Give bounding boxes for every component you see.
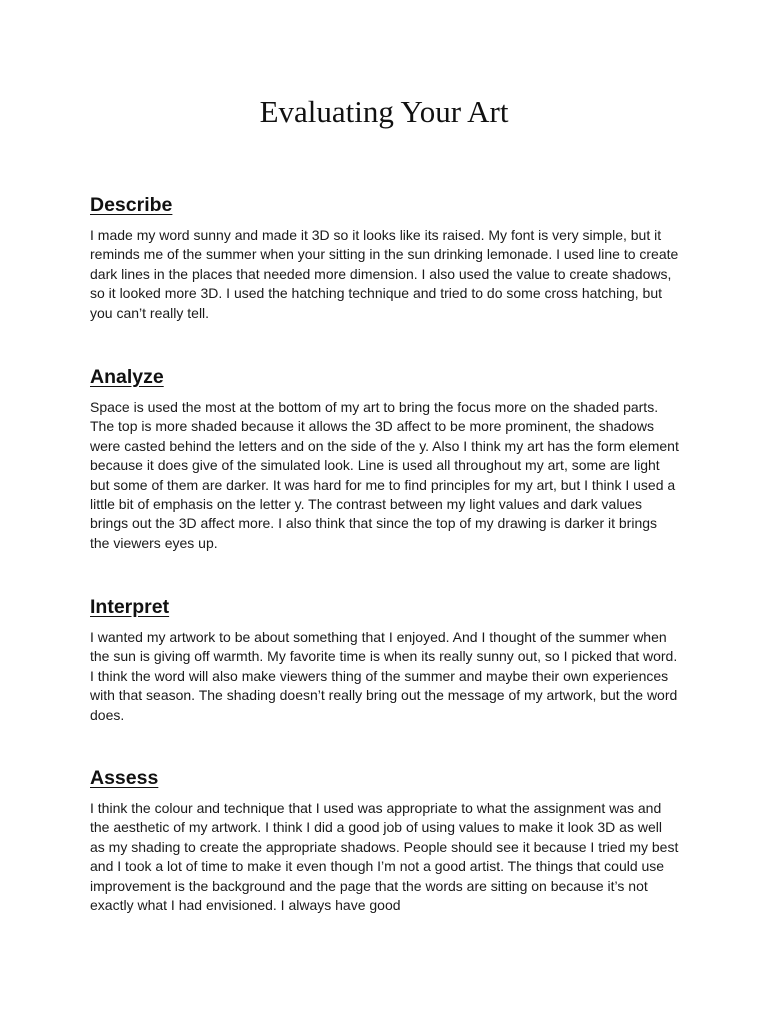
section-heading-analyze: Analyze: [90, 366, 164, 388]
section-body-assess: I think the colour and technique that I used was appropriate to what the assignment was and the aesthetic of my artwork. I think I did a good job of using values to make it look 3D as well as my shading to create the appropriate shadows. People should see it because I tried my best and I took a lot of time to make it even though I’m not a good artist. The things that could use improvement is the background and the page that the words are sitting on because it’s not exactly what I had envisioned. I always have good: [90, 800, 679, 914]
section-body-describe: I made my word sunny and made it 3D so it looks like its raised. My font is very simple, but it reminds me of the summer when your sitting in the sun drinking lemonade. I used line to create dark lines in the places that needed more dimension. I also used the value to create shadows, so it looked more 3D. I used the hatching technique and tried to do some cross hatching, but you can’t really tell.: [90, 227, 679, 321]
section-body-interpret: I wanted my artwork to be about something that I enjoyed. And I thought of the summer when the sun is giving off warmth. My favorite time is when its really sunny out, so I picked that word. I think the word will also make viewers thing of the summer and maybe their own experiences with that season. The shading doesn’t really bring out the message of my artwork, but the word does.: [90, 629, 678, 723]
section-heading-interpret: Interpret: [90, 596, 170, 618]
section-body-analyze: Space is used the most at the bottom of my art to bring the focus more on the shaded parts. The top is more shaded because it allows the 3D affect to be more prominent, the shadows were casted behind the letters and on the side of the y. Also I think my art has the form element because it does give of the simulated look. Line is used all throughout my art, some are light but some of them are darker. It was hard for me to find principles for my art, but I think I used a little bit of emphasis on the letter y. The contrast between my light values and dark values brings out the 3D affect more. I also think that since the top of my drawing is darker it brings the viewers eyes up.: [90, 399, 679, 551]
section-assess: [90, 765, 680, 915]
section-analyze: [90, 364, 680, 553]
page-title: Evaluating Your Art: [259, 94, 509, 129]
section-heading-describe: Describe: [90, 194, 173, 216]
section-heading-assess: Assess: [90, 767, 159, 789]
section-interpret: [90, 594, 680, 725]
section-describe: [90, 192, 680, 323]
